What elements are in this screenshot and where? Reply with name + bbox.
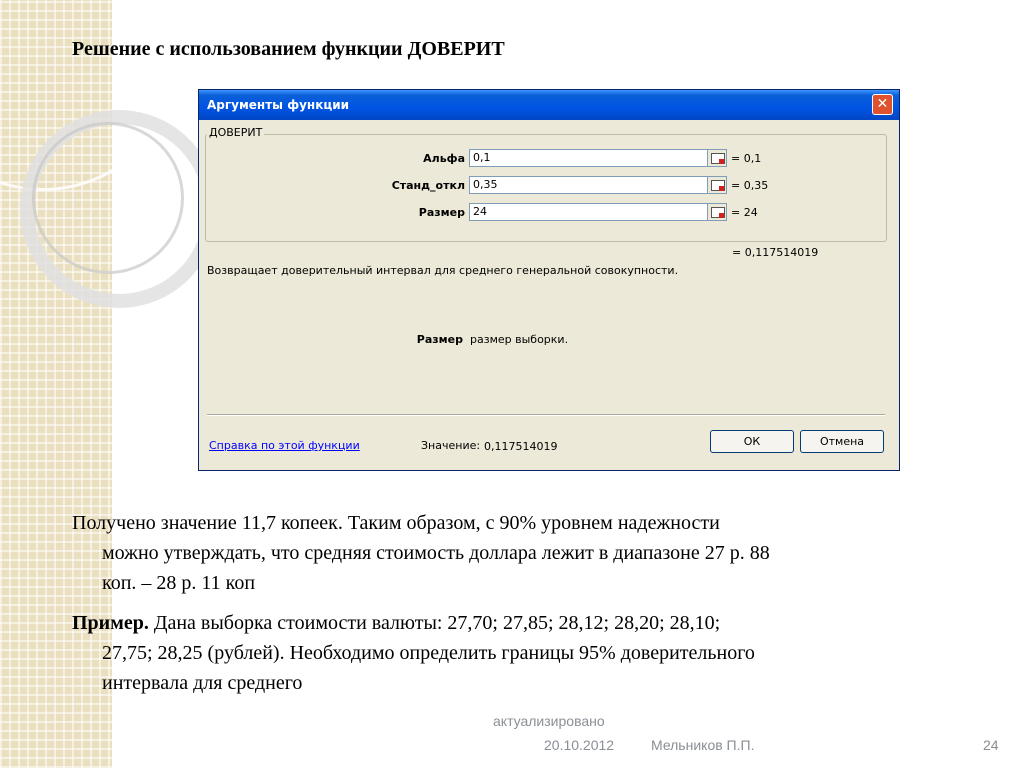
- value-label: Значение:: [421, 439, 481, 452]
- size-result: = 24: [731, 206, 758, 219]
- result-paragraph: [72, 508, 972, 598]
- cancel-button[interactable]: Отмена: [800, 430, 884, 453]
- example-text: Дана выборка стоимости валюты: 27,70; 27,85; 28,12; 28,20; 28,10;: [148, 612, 721, 634]
- footer-date: 20.10.2012: [544, 737, 615, 753]
- paragraph-line: можно утверждать, что средняя стоимость доллара лежит в диапазоне 27 р. 88: [102, 542, 770, 564]
- divider: [207, 414, 885, 416]
- function-name-label: ДОВЕРИТ: [209, 126, 263, 139]
- param-description: размер выборки.: [470, 333, 569, 346]
- stddev-input[interactable]: 0,35: [469, 176, 709, 194]
- paragraph-line: 27,75; 28,25 (рублей). Необходимо определить границы 95% доверительного: [102, 642, 755, 664]
- dialog-titlebar[interactable]: [199, 90, 899, 120]
- paragraph-line: коп. – 28 р. 11 коп: [102, 572, 256, 594]
- alpha-result: = 0,1: [731, 152, 762, 165]
- stddev-collapse-button[interactable]: [707, 176, 727, 194]
- size-label: Размер: [418, 206, 465, 219]
- footer-author: Мельников П.П.: [651, 737, 755, 753]
- paragraph-line: Получено значение 11,7 копеек. Таким образом, с 90% уровнем надежности: [72, 512, 720, 534]
- paragraph-line: [72, 608, 972, 638]
- decorative-ring: [32, 122, 184, 274]
- page-number: 24: [983, 737, 999, 753]
- alpha-input[interactable]: 0,1: [469, 149, 709, 167]
- size-collapse-button[interactable]: [707, 203, 727, 221]
- formula-result: = 0,117514019: [732, 246, 819, 259]
- paragraph-line: интервала для среднего: [102, 672, 303, 694]
- footer-updated: актуализировано: [493, 713, 605, 729]
- alpha-collapse-button[interactable]: [707, 149, 727, 167]
- dialog-title: Аргументы функции: [207, 98, 350, 112]
- size-input[interactable]: 24: [469, 203, 709, 221]
- stddev-result: = 0,35: [731, 179, 769, 192]
- function-description: Возвращает доверительный интервал для среднего генеральной совокупности.: [207, 264, 679, 277]
- function-arguments-dialog: [198, 89, 900, 471]
- ok-button[interactable]: ОК: [710, 430, 794, 453]
- example-label: Пример.: [72, 612, 149, 634]
- stddev-label: Станд_откл: [391, 179, 465, 192]
- help-link[interactable]: Справка по этой функции: [209, 439, 360, 452]
- slide-title: Решение с использованием функции ДОВЕРИТ: [72, 38, 505, 60]
- param-name: Размер: [416, 333, 463, 346]
- close-icon: ✕: [876, 96, 889, 112]
- example-paragraph: [72, 608, 972, 698]
- value-number: 0,117514019: [484, 440, 558, 453]
- close-button[interactable]: [872, 94, 893, 115]
- alpha-label: Альфа: [423, 152, 465, 165]
